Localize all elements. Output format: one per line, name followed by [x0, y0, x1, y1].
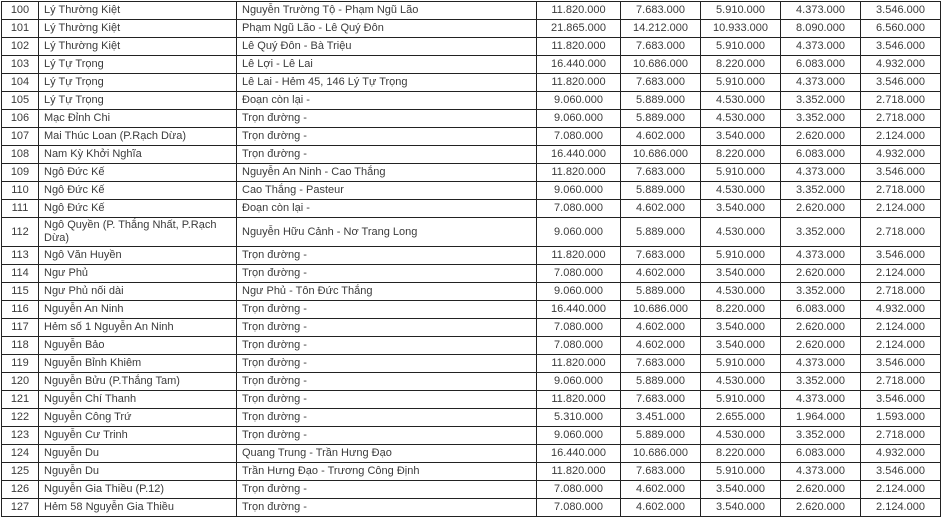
cell-price-1: 16.440.000	[537, 301, 621, 319]
cell-price-4: 4.373.000	[781, 74, 861, 92]
cell-price-5: 2.718.000	[861, 110, 941, 128]
cell-price-2: 7.683.000	[621, 247, 701, 265]
cell-price-1: 9.060.000	[537, 427, 621, 445]
cell-price-2: 14.212.000	[621, 20, 701, 38]
cell-section: Ngư Phủ - Tôn Đức Thắng	[237, 283, 537, 301]
cell-price-2: 7.683.000	[621, 463, 701, 481]
cell-section: Nguyễn Hữu Cảnh - Nơ Trang Long	[237, 218, 537, 247]
cell-price-5: 2.124.000	[861, 337, 941, 355]
cell-street-name: Ngư Phủ	[39, 265, 237, 283]
cell-row-number: 100	[2, 2, 39, 20]
cell-price-3: 3.540.000	[701, 319, 781, 337]
cell-price-2: 3.451.000	[621, 409, 701, 427]
cell-price-5: 2.718.000	[861, 92, 941, 110]
table-row	[2, 301, 941, 319]
cell-price-3: 5.910.000	[701, 391, 781, 409]
cell-price-1: 5.310.000	[537, 409, 621, 427]
cell-price-2: 7.683.000	[621, 391, 701, 409]
cell-street-name: Nguyễn Bỉnh Khiêm	[39, 355, 237, 373]
cell-price-2: 7.683.000	[621, 2, 701, 20]
cell-price-5: 2.718.000	[861, 373, 941, 391]
cell-price-1: 7.080.000	[537, 265, 621, 283]
cell-price-3: 5.910.000	[701, 355, 781, 373]
cell-price-4: 4.373.000	[781, 355, 861, 373]
cell-price-4: 2.620.000	[781, 499, 861, 517]
cell-price-2: 10.686.000	[621, 301, 701, 319]
cell-price-1: 7.080.000	[537, 337, 621, 355]
table-row	[2, 74, 941, 92]
cell-section: Trần Hưng Đạo - Trương Công Định	[237, 463, 537, 481]
cell-section: Nguyễn Trường Tộ - Phạm Ngũ Lão	[237, 2, 537, 20]
cell-price-5: 2.718.000	[861, 218, 941, 247]
cell-section: Trọn đường -	[237, 337, 537, 355]
cell-section: Phạm Ngũ Lão - Lê Quý Đôn	[237, 20, 537, 38]
cell-row-number: 106	[2, 110, 39, 128]
cell-price-5: 3.546.000	[861, 355, 941, 373]
cell-street-name: Lý Thường Kiệt	[39, 2, 237, 20]
cell-price-2: 4.602.000	[621, 265, 701, 283]
cell-row-number: 114	[2, 265, 39, 283]
cell-price-3: 8.220.000	[701, 445, 781, 463]
cell-section: Trọn đường -	[237, 355, 537, 373]
cell-price-4: 4.373.000	[781, 2, 861, 20]
land-price-table-body	[2, 2, 941, 517]
table-row	[2, 200, 941, 218]
cell-street-name: Nguyễn Du	[39, 445, 237, 463]
cell-row-number: 111	[2, 200, 39, 218]
cell-section: Trọn đường -	[237, 128, 537, 146]
cell-street-name: Nguyễn Chí Thanh	[39, 391, 237, 409]
cell-row-number: 122	[2, 409, 39, 427]
cell-price-5: 2.124.000	[861, 499, 941, 517]
table-row	[2, 319, 941, 337]
cell-price-5: 2.718.000	[861, 283, 941, 301]
cell-row-number: 110	[2, 182, 39, 200]
table-row	[2, 128, 941, 146]
cell-street-name: Nguyễn Bửu (P.Thắng Tam)	[39, 373, 237, 391]
cell-price-1: 16.440.000	[537, 445, 621, 463]
cell-price-2: 7.683.000	[621, 38, 701, 56]
cell-price-1: 7.080.000	[537, 200, 621, 218]
cell-price-3: 5.910.000	[701, 38, 781, 56]
cell-row-number: 120	[2, 373, 39, 391]
cell-section: Quang Trung - Trần Hưng Đạo	[237, 445, 537, 463]
cell-price-1: 11.820.000	[537, 247, 621, 265]
cell-row-number: 116	[2, 301, 39, 319]
cell-price-4: 3.352.000	[781, 283, 861, 301]
cell-price-3: 4.530.000	[701, 110, 781, 128]
cell-section: Trọn đường -	[237, 247, 537, 265]
table-row	[2, 391, 941, 409]
cell-price-3: 3.540.000	[701, 481, 781, 499]
cell-price-4: 3.352.000	[781, 218, 861, 247]
table-row	[2, 2, 941, 20]
cell-row-number: 101	[2, 20, 39, 38]
cell-price-3: 2.655.000	[701, 409, 781, 427]
cell-street-name: Nguyễn Du	[39, 463, 237, 481]
cell-price-3: 4.530.000	[701, 92, 781, 110]
cell-price-2: 7.683.000	[621, 164, 701, 182]
table-row	[2, 265, 941, 283]
table-row	[2, 445, 941, 463]
cell-price-5: 3.546.000	[861, 74, 941, 92]
cell-row-number: 109	[2, 164, 39, 182]
cell-street-name: Lý Tự Trọng	[39, 92, 237, 110]
cell-row-number: 117	[2, 319, 39, 337]
cell-price-1: 7.080.000	[537, 481, 621, 499]
cell-street-name: Lý Thường Kiệt	[39, 38, 237, 56]
cell-price-1: 9.060.000	[537, 92, 621, 110]
cell-price-4: 3.352.000	[781, 182, 861, 200]
cell-price-2: 5.889.000	[621, 283, 701, 301]
cell-price-3: 5.910.000	[701, 463, 781, 481]
cell-price-1: 7.080.000	[537, 319, 621, 337]
cell-price-5: 2.124.000	[861, 481, 941, 499]
cell-street-name: Ngư Phủ nối dài	[39, 283, 237, 301]
cell-street-name: Lý Tự Trọng	[39, 56, 237, 74]
cell-price-4: 3.352.000	[781, 427, 861, 445]
cell-price-3: 4.530.000	[701, 182, 781, 200]
cell-section: Trọn đường -	[237, 481, 537, 499]
cell-row-number: 108	[2, 146, 39, 164]
cell-price-5: 3.546.000	[861, 2, 941, 20]
cell-price-2: 4.602.000	[621, 319, 701, 337]
cell-price-2: 4.602.000	[621, 337, 701, 355]
cell-price-3: 8.220.000	[701, 56, 781, 74]
cell-price-5: 4.932.000	[861, 56, 941, 74]
cell-row-number: 104	[2, 74, 39, 92]
table-row	[2, 481, 941, 499]
cell-price-3: 3.540.000	[701, 499, 781, 517]
cell-price-4: 6.083.000	[781, 56, 861, 74]
cell-row-number: 112	[2, 218, 39, 247]
cell-price-4: 2.620.000	[781, 200, 861, 218]
cell-price-5: 2.124.000	[861, 265, 941, 283]
table-row	[2, 110, 941, 128]
table-row	[2, 247, 941, 265]
cell-price-4: 4.373.000	[781, 463, 861, 481]
cell-price-5: 3.546.000	[861, 391, 941, 409]
cell-section: Nguyễn An Ninh - Cao Thắng	[237, 164, 537, 182]
cell-street-name: Nam Kỳ Khởi Nghĩa	[39, 146, 237, 164]
cell-street-name: Mạc Đỉnh Chi	[39, 110, 237, 128]
cell-price-4: 2.620.000	[781, 319, 861, 337]
cell-section: Lê Lai - Hẻm 45, 146 Lý Tự Trọng	[237, 74, 537, 92]
cell-street-name: Lý Thường Kiệt	[39, 20, 237, 38]
cell-price-1: 7.080.000	[537, 499, 621, 517]
cell-price-1: 7.080.000	[537, 128, 621, 146]
cell-street-name: Nguyễn Bảo	[39, 337, 237, 355]
cell-price-2: 7.683.000	[621, 74, 701, 92]
cell-price-2: 4.602.000	[621, 499, 701, 517]
cell-price-5: 3.546.000	[861, 463, 941, 481]
cell-price-4: 6.083.000	[781, 445, 861, 463]
cell-price-3: 4.530.000	[701, 427, 781, 445]
cell-price-1: 21.865.000	[537, 20, 621, 38]
cell-price-4: 4.373.000	[781, 38, 861, 56]
cell-price-3: 5.910.000	[701, 74, 781, 92]
cell-price-3: 8.220.000	[701, 301, 781, 319]
cell-street-name: Hẻm 58 Nguyễn Gia Thiều	[39, 499, 237, 517]
cell-price-1: 11.820.000	[537, 463, 621, 481]
cell-price-1: 9.060.000	[537, 182, 621, 200]
cell-price-1: 11.820.000	[537, 2, 621, 20]
cell-price-4: 2.620.000	[781, 128, 861, 146]
cell-price-3: 4.530.000	[701, 373, 781, 391]
cell-section: Đoạn còn lại -	[237, 92, 537, 110]
cell-section: Trọn đường -	[237, 110, 537, 128]
cell-street-name: Ngô Đức Kế	[39, 164, 237, 182]
cell-price-5: 4.932.000	[861, 146, 941, 164]
table-row	[2, 38, 941, 56]
cell-row-number: 125	[2, 463, 39, 481]
table-row	[2, 164, 941, 182]
cell-section: Trọn đường -	[237, 427, 537, 445]
cell-price-2: 4.602.000	[621, 200, 701, 218]
cell-section: Trọn đường -	[237, 265, 537, 283]
cell-price-3: 5.910.000	[701, 247, 781, 265]
cell-price-1: 11.820.000	[537, 74, 621, 92]
cell-row-number: 121	[2, 391, 39, 409]
cell-street-name: Lý Tự Trọng	[39, 74, 237, 92]
table-row	[2, 463, 941, 481]
cell-row-number: 123	[2, 427, 39, 445]
cell-price-3: 5.910.000	[701, 164, 781, 182]
cell-price-5: 2.124.000	[861, 200, 941, 218]
cell-section: Trọn đường -	[237, 373, 537, 391]
cell-price-3: 4.530.000	[701, 218, 781, 247]
cell-price-3: 3.540.000	[701, 265, 781, 283]
land-price-table	[1, 1, 941, 517]
cell-price-5: 3.546.000	[861, 247, 941, 265]
cell-street-name: Ngô Quyền (P. Thắng Nhất, P.Rạch Dừa)	[39, 218, 237, 247]
table-row	[2, 499, 941, 517]
cell-section: Trọn đường -	[237, 301, 537, 319]
cell-price-4: 2.620.000	[781, 265, 861, 283]
cell-street-name: Ngô Đức Kế	[39, 182, 237, 200]
cell-price-3: 3.540.000	[701, 337, 781, 355]
cell-street-name: Nguyễn Cư Trinh	[39, 427, 237, 445]
table-row	[2, 20, 941, 38]
cell-price-4: 3.352.000	[781, 92, 861, 110]
cell-price-1: 9.060.000	[537, 218, 621, 247]
cell-price-1: 11.820.000	[537, 164, 621, 182]
cell-price-4: 1.964.000	[781, 409, 861, 427]
table-row	[2, 283, 941, 301]
cell-price-3: 3.540.000	[701, 200, 781, 218]
cell-section: Trọn đường -	[237, 499, 537, 517]
cell-row-number: 115	[2, 283, 39, 301]
cell-price-2: 10.686.000	[621, 146, 701, 164]
table-row	[2, 92, 941, 110]
cell-price-2: 7.683.000	[621, 355, 701, 373]
table-row	[2, 56, 941, 74]
cell-price-1: 11.820.000	[537, 38, 621, 56]
cell-price-5: 1.593.000	[861, 409, 941, 427]
cell-row-number: 103	[2, 56, 39, 74]
cell-price-1: 9.060.000	[537, 283, 621, 301]
cell-section: Đoạn còn lại -	[237, 200, 537, 218]
cell-price-3: 8.220.000	[701, 146, 781, 164]
cell-price-4: 8.090.000	[781, 20, 861, 38]
cell-price-2: 5.889.000	[621, 427, 701, 445]
cell-section: Trọn đường -	[237, 391, 537, 409]
cell-street-name: Hẻm số 1 Nguyễn An Ninh	[39, 319, 237, 337]
table-row	[2, 182, 941, 200]
cell-row-number: 107	[2, 128, 39, 146]
cell-street-name: Nguyễn An Ninh	[39, 301, 237, 319]
cell-street-name: Nguyễn Công Trứ	[39, 409, 237, 427]
cell-price-1: 16.440.000	[537, 146, 621, 164]
table-row	[2, 146, 941, 164]
cell-price-5: 4.932.000	[861, 445, 941, 463]
cell-price-3: 4.530.000	[701, 283, 781, 301]
cell-row-number: 126	[2, 481, 39, 499]
cell-price-2: 5.889.000	[621, 182, 701, 200]
cell-price-5: 3.546.000	[861, 164, 941, 182]
cell-row-number: 124	[2, 445, 39, 463]
cell-row-number: 127	[2, 499, 39, 517]
cell-price-5: 4.932.000	[861, 301, 941, 319]
cell-price-2: 5.889.000	[621, 92, 701, 110]
cell-price-4: 6.083.000	[781, 301, 861, 319]
cell-price-2: 4.602.000	[621, 128, 701, 146]
table-row	[2, 427, 941, 445]
cell-row-number: 119	[2, 355, 39, 373]
cell-price-1: 11.820.000	[537, 391, 621, 409]
cell-price-1: 16.440.000	[537, 56, 621, 74]
cell-price-2: 5.889.000	[621, 373, 701, 391]
cell-price-4: 4.373.000	[781, 247, 861, 265]
table-row	[2, 218, 941, 247]
cell-price-1: 9.060.000	[537, 110, 621, 128]
cell-section: Trọn đường -	[237, 409, 537, 427]
cell-price-4: 2.620.000	[781, 337, 861, 355]
cell-price-5: 3.546.000	[861, 38, 941, 56]
cell-price-3: 5.910.000	[701, 2, 781, 20]
cell-price-5: 2.718.000	[861, 182, 941, 200]
cell-price-4: 3.352.000	[781, 110, 861, 128]
cell-row-number: 105	[2, 92, 39, 110]
cell-price-4: 3.352.000	[781, 373, 861, 391]
cell-price-2: 10.686.000	[621, 445, 701, 463]
table-row	[2, 337, 941, 355]
cell-row-number: 113	[2, 247, 39, 265]
cell-price-4: 4.373.000	[781, 164, 861, 182]
cell-section: Lê Lợi - Lê Lai	[237, 56, 537, 74]
cell-price-5: 6.560.000	[861, 20, 941, 38]
cell-section: Trọn đường -	[237, 319, 537, 337]
cell-price-4: 2.620.000	[781, 481, 861, 499]
cell-price-2: 10.686.000	[621, 56, 701, 74]
cell-street-name: Mai Thúc Loan (P.Rạch Dừa)	[39, 128, 237, 146]
cell-price-1: 11.820.000	[537, 355, 621, 373]
cell-price-4: 6.083.000	[781, 146, 861, 164]
cell-price-5: 2.718.000	[861, 427, 941, 445]
cell-price-5: 2.124.000	[861, 319, 941, 337]
cell-price-1: 9.060.000	[537, 373, 621, 391]
cell-street-name: Nguyễn Gia Thiều (P.12)	[39, 481, 237, 499]
cell-price-3: 3.540.000	[701, 128, 781, 146]
cell-price-5: 2.124.000	[861, 128, 941, 146]
cell-section: Cao Thắng - Pasteur	[237, 182, 537, 200]
cell-street-name: Ngô Đức Kế	[39, 200, 237, 218]
cell-price-2: 5.889.000	[621, 218, 701, 247]
table-row	[2, 373, 941, 391]
cell-price-2: 4.602.000	[621, 481, 701, 499]
cell-section: Trọn đường -	[237, 146, 537, 164]
cell-price-2: 5.889.000	[621, 110, 701, 128]
cell-section: Lê Quý Đôn - Bà Triệu	[237, 38, 537, 56]
table-row	[2, 355, 941, 373]
cell-price-4: 4.373.000	[781, 391, 861, 409]
cell-price-3: 10.933.000	[701, 20, 781, 38]
cell-row-number: 118	[2, 337, 39, 355]
cell-street-name: Ngô Văn Huyền	[39, 247, 237, 265]
table-row	[2, 409, 941, 427]
cell-row-number: 102	[2, 38, 39, 56]
